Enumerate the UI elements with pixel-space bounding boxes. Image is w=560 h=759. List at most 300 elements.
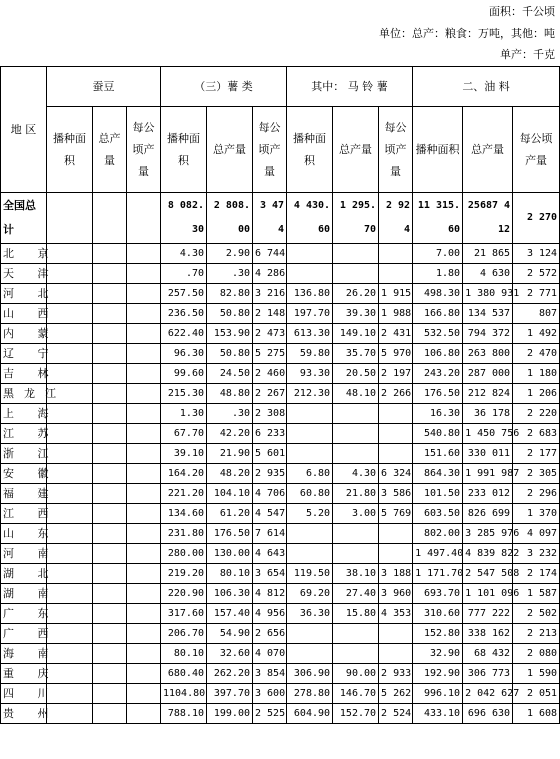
region-name: 浙 江 <box>1 444 47 464</box>
table-cell: 2 525 <box>253 704 287 724</box>
table-cell: 27.40 <box>333 584 379 604</box>
region-name: 山 西 <box>1 304 47 324</box>
table-cell <box>93 524 127 544</box>
table-cell: 61.20 <box>207 504 253 524</box>
table-cell: 306.90 <box>287 664 333 684</box>
table-cell: 5 275 <box>253 344 287 364</box>
table-cell: 4 097 <box>513 524 560 544</box>
table-cell: 3 474 <box>253 193 287 244</box>
table-cell <box>93 304 127 324</box>
table-cell: 151.60 <box>413 444 463 464</box>
table-cell: 4 956 <box>253 604 287 624</box>
table-cell: 1104.80 <box>161 684 207 704</box>
table-cell: 338 162 <box>463 624 513 644</box>
table-cell <box>127 264 161 284</box>
table-cell: 197.70 <box>287 304 333 324</box>
table-row <box>1 604 560 624</box>
table-cell <box>333 264 379 284</box>
table-cell: 2 656 <box>253 624 287 644</box>
table-cell: 192.90 <box>413 664 463 684</box>
table-cell: 2 933 <box>379 664 413 684</box>
table-cell <box>93 193 127 244</box>
table-cell <box>333 524 379 544</box>
table-cell: 1.30 <box>161 404 207 424</box>
table-cell: 603.50 <box>413 504 463 524</box>
output-header: 总产量 <box>207 107 253 193</box>
table-row <box>1 584 560 604</box>
table-cell: 280.00 <box>161 544 207 564</box>
region-header: 地 区 <box>1 67 47 193</box>
region-name: 重 庆 <box>1 664 47 684</box>
table-cell: 7.00 <box>413 244 463 264</box>
table-cell <box>93 564 127 584</box>
region-name: 吉 林 <box>1 364 47 384</box>
table-cell: 212.30 <box>287 384 333 404</box>
table-cell: 3 586 <box>379 484 413 504</box>
table-cell: 4 839 822 <box>463 544 513 564</box>
table-cell <box>93 544 127 564</box>
table-cell <box>93 684 127 704</box>
table-row <box>1 424 560 444</box>
table-cell: 21.80 <box>333 484 379 504</box>
table-cell: 96.30 <box>161 344 207 364</box>
table-cell: 1 988 <box>379 304 413 324</box>
table-cell: 864.30 <box>413 464 463 484</box>
table-cell: 433.10 <box>413 704 463 724</box>
table-cell: 8 082.30 <box>161 193 207 244</box>
table-cell: 15.80 <box>333 604 379 624</box>
table-cell: 263 800 <box>463 344 513 364</box>
table-cell <box>127 664 161 684</box>
table-cell <box>93 464 127 484</box>
table-cell: 2 296 <box>513 484 560 504</box>
table-cell: 101.50 <box>413 484 463 504</box>
table-cell: 2 935 <box>253 464 287 484</box>
region-name: 安 徽 <box>1 464 47 484</box>
table-cell: 622.40 <box>161 324 207 344</box>
table-cell: 5 601 <box>253 444 287 464</box>
table-cell: 136.80 <box>287 284 333 304</box>
table-cell <box>127 244 161 264</box>
table-cell: 498.30 <box>413 284 463 304</box>
table-cell: 3 654 <box>253 564 287 584</box>
table-cell: 1 590 <box>513 664 560 684</box>
table-cell <box>333 444 379 464</box>
table-cell: 1 492 <box>513 324 560 344</box>
table-cell: 176.50 <box>413 384 463 404</box>
table-cell: 21 865 <box>463 244 513 264</box>
table-cell <box>93 624 127 644</box>
table-cell <box>379 244 413 264</box>
region-name: 河 南 <box>1 544 47 564</box>
table-cell <box>127 704 161 724</box>
table-cell: 176.50 <box>207 524 253 544</box>
area-header: 播种面积 <box>287 107 333 193</box>
yield-header: 每公顷产量 <box>127 107 161 193</box>
region-name: 贵 州 <box>1 704 47 724</box>
region-name: 福 建 <box>1 484 47 504</box>
table-cell <box>93 424 127 444</box>
region-name: 上 海 <box>1 404 47 424</box>
table-cell: 48.10 <box>333 384 379 404</box>
table-cell: 236.50 <box>161 304 207 324</box>
table-cell: 2.90 <box>207 244 253 264</box>
table-cell: 32.60 <box>207 644 253 664</box>
table-header <box>1 67 560 193</box>
table-row <box>1 464 560 484</box>
region-name: 内 蒙 <box>1 324 47 344</box>
table-cell <box>127 324 161 344</box>
table-cell: 310.60 <box>413 604 463 624</box>
table-row <box>1 264 560 284</box>
table-cell <box>379 544 413 564</box>
table-cell: 7 614 <box>253 524 287 544</box>
table-cell <box>127 444 161 464</box>
table-cell <box>127 684 161 704</box>
table-cell <box>93 384 127 404</box>
table-cell: 5 769 <box>379 504 413 524</box>
output-header: 总产量 <box>463 107 513 193</box>
table-cell: 206.70 <box>161 624 207 644</box>
table-cell <box>93 264 127 284</box>
table-cell: 693.70 <box>413 584 463 604</box>
area-header: 播种面积 <box>413 107 463 193</box>
table-cell <box>127 464 161 484</box>
table-cell: 3 960 <box>379 584 413 604</box>
table-row <box>1 404 560 424</box>
table-cell: 4.30 <box>333 464 379 484</box>
table-cell: 4 630 <box>463 264 513 284</box>
table-cell <box>127 504 161 524</box>
table-cell: 807 <box>513 304 560 324</box>
table-cell: 2 473 <box>253 324 287 344</box>
table-cell: 4 430.60 <box>287 193 333 244</box>
table-cell: 788.10 <box>161 704 207 724</box>
table-cell: 2 220 <box>513 404 560 424</box>
table-cell: 2 808.00 <box>207 193 253 244</box>
table-cell <box>379 624 413 644</box>
table-row <box>1 664 560 684</box>
table-cell <box>127 193 161 244</box>
table-cell: 1 295.70 <box>333 193 379 244</box>
table-cell: 4.30 <box>161 244 207 264</box>
table-cell: 243.20 <box>413 364 463 384</box>
table-cell: 2 470 <box>513 344 560 364</box>
table-cell: .30 <box>207 404 253 424</box>
table-row <box>1 704 560 724</box>
table-cell: 42.20 <box>207 424 253 444</box>
table-cell <box>127 584 161 604</box>
table-cell: 1 915 <box>379 284 413 304</box>
table-cell: 152.70 <box>333 704 379 724</box>
unit-area: 面积：千公顷 <box>489 5 555 18</box>
table-cell <box>127 484 161 504</box>
table-cell: 532.50 <box>413 324 463 344</box>
table-cell: 36.30 <box>287 604 333 624</box>
table-cell: 540.80 <box>413 424 463 444</box>
table-cell <box>47 193 93 244</box>
table-cell: 397.70 <box>207 684 253 704</box>
table-row <box>1 544 560 564</box>
shulei-group-header: （三）薯 类 <box>161 67 287 107</box>
table-cell: 80.10 <box>207 564 253 584</box>
table-cell <box>127 304 161 324</box>
table-cell: 3 854 <box>253 664 287 684</box>
table-cell: 262.20 <box>207 664 253 684</box>
table-cell: 39.30 <box>333 304 379 324</box>
table-cell: 2 572 <box>513 264 560 284</box>
table-cell: 3 216 <box>253 284 287 304</box>
table-cell: 80.10 <box>161 644 207 664</box>
table-cell: 826 699 <box>463 504 513 524</box>
table-cell <box>287 644 333 664</box>
table-cell <box>379 524 413 544</box>
table-cell: 106.30 <box>207 584 253 604</box>
table-cell <box>93 644 127 664</box>
table-cell: 996.10 <box>413 684 463 704</box>
table-cell: 20.50 <box>333 364 379 384</box>
table-cell <box>127 284 161 304</box>
table-cell: 50.80 <box>207 304 253 324</box>
table-cell: 60.80 <box>287 484 333 504</box>
table-cell: 1 380 931 <box>463 284 513 304</box>
table-cell <box>93 664 127 684</box>
table-cell: 26.20 <box>333 284 379 304</box>
table-cell: 2 308 <box>253 404 287 424</box>
table-cell: 82.80 <box>207 284 253 304</box>
table-cell: 1.80 <box>413 264 463 284</box>
table-cell: 696 630 <box>463 704 513 724</box>
table-cell <box>287 264 333 284</box>
table-cell: 257.50 <box>161 284 207 304</box>
table-cell <box>333 244 379 264</box>
table-row <box>1 244 560 264</box>
candou-group-header: 蚕豆 <box>47 67 161 107</box>
table-cell <box>93 324 127 344</box>
table-cell <box>127 564 161 584</box>
table-cell: 306 773 <box>463 664 513 684</box>
table-cell: 3 232 <box>513 544 560 564</box>
region-name: 湖 南 <box>1 584 47 604</box>
table-cell: 199.00 <box>207 704 253 724</box>
table-cell <box>93 404 127 424</box>
table-cell: 3 285 976 <box>463 524 513 544</box>
table-cell: 3 600 <box>253 684 287 704</box>
table-cell: 212 824 <box>463 384 513 404</box>
table-cell: 1 206 <box>513 384 560 404</box>
table-cell <box>379 444 413 464</box>
table-cell: 2 213 <box>513 624 560 644</box>
table-cell <box>379 404 413 424</box>
region-name: 北 京 <box>1 244 47 264</box>
table-cell <box>287 524 333 544</box>
table-cell <box>93 244 127 264</box>
table-cell <box>127 644 161 664</box>
table-row <box>1 484 560 504</box>
table-cell: 1 171.70 <box>413 564 463 584</box>
table-cell: 233 012 <box>463 484 513 504</box>
table-cell: 106.80 <box>413 344 463 364</box>
region-name: 全国总计 <box>1 193 47 244</box>
table-cell <box>287 544 333 564</box>
table-cell <box>93 444 127 464</box>
table-cell: 3 124 <box>513 244 560 264</box>
table-cell: 2 771 <box>513 284 560 304</box>
table-cell <box>127 404 161 424</box>
table-cell <box>379 644 413 664</box>
table-cell: 2 197 <box>379 364 413 384</box>
table-cell: 220.90 <box>161 584 207 604</box>
table-cell: .70 <box>161 264 207 284</box>
table-cell: 39.10 <box>161 444 207 464</box>
table-cell: 48.20 <box>207 464 253 484</box>
table-cell <box>127 424 161 444</box>
table-cell <box>93 584 127 604</box>
table-cell: 2 177 <box>513 444 560 464</box>
yield-header: 每公顷产量 <box>379 107 413 193</box>
table-cell: 2 502 <box>513 604 560 624</box>
table-cell: 166.80 <box>413 304 463 324</box>
table-row-total <box>1 193 560 244</box>
table-cell <box>333 624 379 644</box>
table-cell: 24.50 <box>207 364 253 384</box>
table-cell <box>287 404 333 424</box>
region-name: 四 川 <box>1 684 47 704</box>
table-cell: 1 991 987 <box>463 464 513 484</box>
table-cell: 6 744 <box>253 244 287 264</box>
table-cell <box>93 704 127 724</box>
table-cell: 278.80 <box>287 684 333 704</box>
table-cell: 2 547 508 <box>463 564 513 584</box>
table-cell <box>127 524 161 544</box>
table-cell: 1 180 <box>513 364 560 384</box>
table-cell: 146.70 <box>333 684 379 704</box>
table-cell <box>127 604 161 624</box>
table-cell <box>93 604 127 624</box>
region-name: 天 津 <box>1 264 47 284</box>
table-row <box>1 304 560 324</box>
table-cell <box>93 364 127 384</box>
table-cell: 219.20 <box>161 564 207 584</box>
table-row <box>1 524 560 544</box>
table-cell: 4 706 <box>253 484 287 504</box>
table-cell: 164.20 <box>161 464 207 484</box>
table-cell: 134 537 <box>463 304 513 324</box>
table-cell: .30 <box>207 264 253 284</box>
table-cell: 67.70 <box>161 424 207 444</box>
region-name: 河 北 <box>1 284 47 304</box>
table-cell <box>127 624 161 644</box>
table-cell: 604.90 <box>287 704 333 724</box>
region-name: 湖 北 <box>1 564 47 584</box>
table-cell: 90.00 <box>333 664 379 684</box>
table-cell: 48.80 <box>207 384 253 404</box>
table-row <box>1 444 560 464</box>
table-cell: 330 011 <box>463 444 513 464</box>
table-body <box>1 193 560 724</box>
region-name: 辽 宁 <box>1 344 47 364</box>
table-cell: 2 524 <box>379 704 413 724</box>
region-name: 江 西 <box>1 504 47 524</box>
table-cell: 157.40 <box>207 604 253 624</box>
table-cell: 2 270 <box>513 193 560 244</box>
table-cell: 3 188 <box>379 564 413 584</box>
table-row <box>1 324 560 344</box>
region-name: 黑龙江 <box>1 384 47 404</box>
youliao-group-header: 二、油 料 <box>413 67 560 107</box>
table-cell: 149.10 <box>333 324 379 344</box>
area-header: 播种面积 <box>161 107 207 193</box>
table-cell: 2 266 <box>379 384 413 404</box>
region-name: 广 西 <box>1 624 47 644</box>
table-cell: 6.80 <box>287 464 333 484</box>
table-cell: 104.10 <box>207 484 253 504</box>
table-cell: 50.80 <box>207 344 253 364</box>
table-cell: 134.60 <box>161 504 207 524</box>
table-cell <box>93 484 127 504</box>
table-cell: 2 267 <box>253 384 287 404</box>
table-cell: 802.00 <box>413 524 463 544</box>
table-cell: 4 547 <box>253 504 287 524</box>
table-cell: 54.90 <box>207 624 253 644</box>
table-row <box>1 344 560 364</box>
table-cell <box>333 644 379 664</box>
unit-output: 单位：总产：粮食：万吨，其他：吨 <box>379 27 555 40</box>
table-cell: 2 042 627 <box>463 684 513 704</box>
table-row <box>1 684 560 704</box>
table-cell <box>93 284 127 304</box>
table-cell: 4 812 <box>253 584 287 604</box>
output-header: 总产量 <box>333 107 379 193</box>
region-name: 广 东 <box>1 604 47 624</box>
region-name: 山 东 <box>1 524 47 544</box>
table-cell: 2 051 <box>513 684 560 704</box>
table-cell <box>93 344 127 364</box>
table-cell: 215.30 <box>161 384 207 404</box>
table-cell: 1 101 096 <box>463 584 513 604</box>
table-cell: 4 353 <box>379 604 413 624</box>
table-row <box>1 644 560 664</box>
table-cell <box>287 424 333 444</box>
table-cell: 6 233 <box>253 424 287 444</box>
table-cell: 32.90 <box>413 644 463 664</box>
table-cell: 2 431 <box>379 324 413 344</box>
table-cell: 221.20 <box>161 484 207 504</box>
table-cell: 11 315.60 <box>413 193 463 244</box>
table-cell: 2 924 <box>379 193 413 244</box>
table-cell: 4 286 <box>253 264 287 284</box>
table-cell <box>127 344 161 364</box>
table-cell: 93.30 <box>287 364 333 384</box>
table-cell: 1 497.40 <box>413 544 463 564</box>
table-cell <box>333 544 379 564</box>
table-cell <box>127 384 161 404</box>
table-cell: 6 324 <box>379 464 413 484</box>
table-cell: 68 432 <box>463 644 513 664</box>
table-cell: 25687 412 <box>463 193 513 244</box>
table-row <box>1 564 560 584</box>
table-cell: 613.30 <box>287 324 333 344</box>
table-cell: 5.20 <box>287 504 333 524</box>
malingshu-group-header: 其中： 马 铃 薯 <box>287 67 413 107</box>
table-cell: 2 174 <box>513 564 560 584</box>
table-cell: 99.60 <box>161 364 207 384</box>
table-cell <box>379 264 413 284</box>
table-cell <box>333 424 379 444</box>
table-cell: 287 000 <box>463 364 513 384</box>
table-cell: 5 262 <box>379 684 413 704</box>
table-cell: 1 370 <box>513 504 560 524</box>
